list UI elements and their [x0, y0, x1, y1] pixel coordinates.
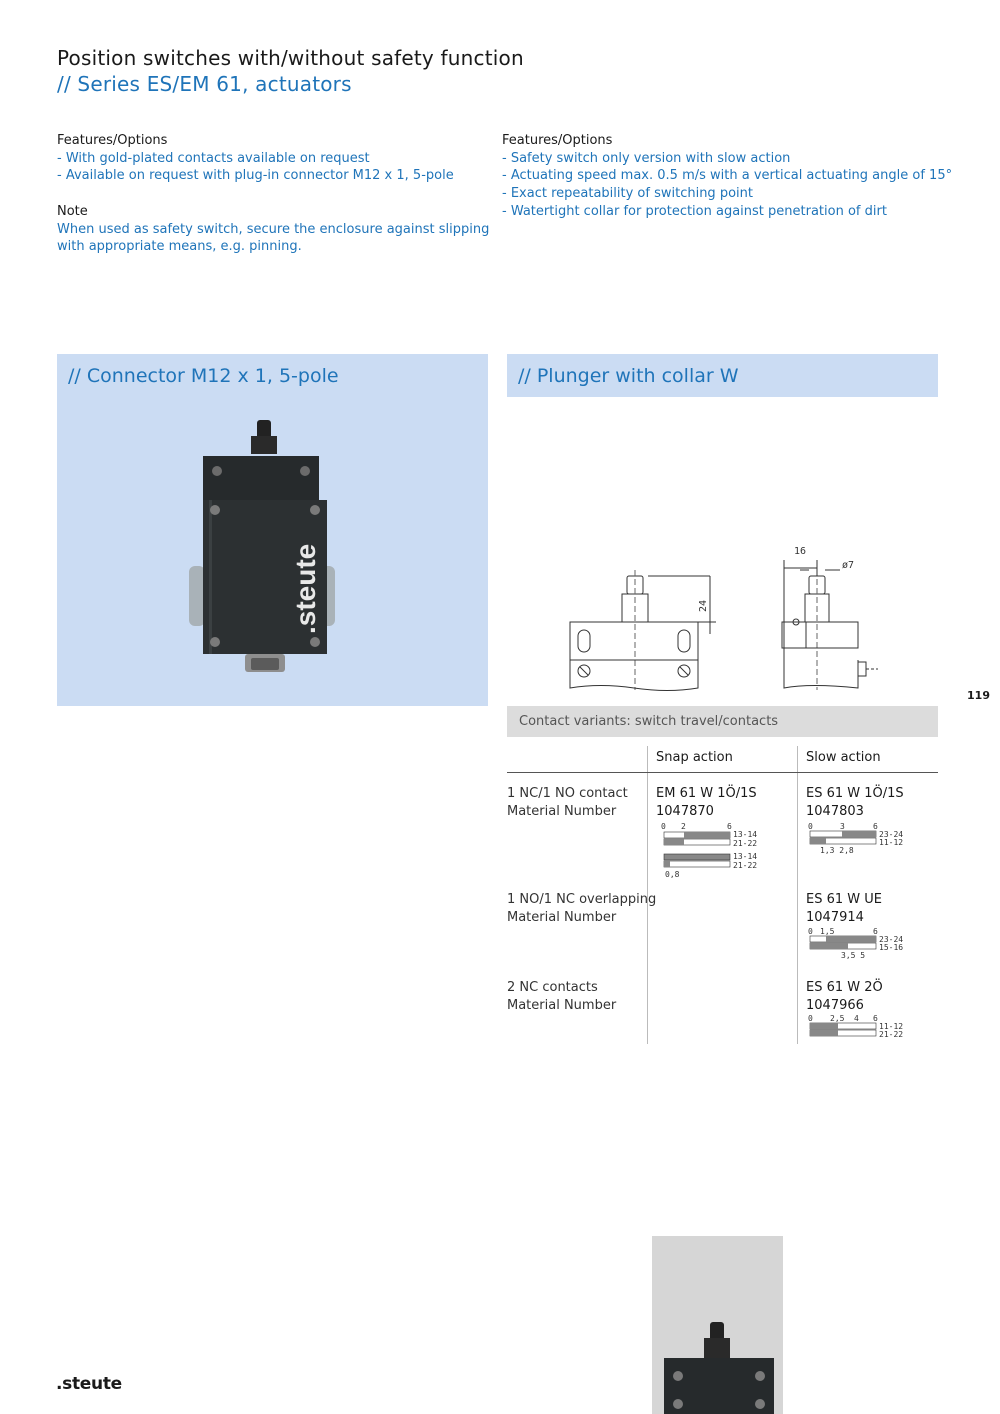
left-features — [57, 132, 489, 256]
material-number: 1047870 — [656, 804, 714, 819]
svg-text:0: 0 — [661, 822, 666, 831]
svg-text:2,5: 2,5 — [830, 1014, 845, 1023]
note-heading: Note — [57, 203, 88, 219]
plunger-panel-header — [507, 354, 938, 397]
row-label: 1 NO/1 NC overlapping — [507, 892, 657, 907]
panel-title-connector: // Connector M12 x 1, 5-pole — [68, 365, 339, 387]
feature-item: - Actuating speed max. 0.5 m/s with a vertical actuating angle of 15° — [502, 168, 953, 184]
col-header-snap: Snap action — [656, 750, 733, 765]
features-heading: Features/Options — [57, 133, 168, 148]
travel-diagram-snap — [656, 820, 776, 880]
travel-diagram-slow — [806, 925, 926, 965]
row-label: 1 NC/1 NO contact — [507, 786, 628, 801]
svg-text:13-14: 13-14 — [733, 852, 758, 861]
svg-text:21-22: 21-22 — [879, 1030, 904, 1039]
contact-variants-bar — [507, 706, 938, 737]
svg-text:6: 6 — [873, 822, 878, 831]
row-sub: Material Number — [507, 804, 617, 819]
dim-diameter: ø7 — [842, 560, 855, 571]
slow-product — [806, 979, 883, 1015]
svg-text:0: 0 — [808, 1014, 813, 1023]
product-photo-thumbnail — [652, 1236, 783, 1414]
row-sub: Material Number — [507, 910, 617, 925]
svg-text:6: 6 — [727, 822, 732, 831]
table-row — [507, 785, 628, 821]
right-features — [502, 132, 952, 221]
page-subtitle: // Series ES/EM 61, actuators — [57, 72, 352, 96]
svg-text:11-12: 11-12 — [879, 838, 904, 847]
contact-variants-title: Contact variants: switch travel/contacts — [519, 714, 779, 729]
table-header-rule — [507, 772, 938, 773]
feature-item: - Available on request with plug-in connector M12 x 1, 5-pole — [57, 168, 454, 184]
technical-drawing — [560, 540, 900, 700]
svg-text:4: 4 — [854, 1014, 859, 1023]
switch-photo — [187, 416, 337, 678]
row-sub: Material Number — [507, 998, 617, 1013]
svg-text:1,3 2,8: 1,3 2,8 — [820, 846, 854, 855]
svg-text:3,5 5: 3,5 5 — [841, 951, 866, 960]
travel-diagram-slow — [806, 820, 926, 860]
product-name: EM 61 W 1Ö/1S — [656, 786, 757, 801]
column-divider — [797, 746, 798, 1044]
svg-text:15-16: 15-16 — [879, 943, 904, 952]
panel-title-plunger: // Plunger with collar W — [518, 365, 739, 387]
material-number: 1047803 — [806, 804, 864, 819]
product-name: ES 61 W UE — [806, 892, 882, 907]
svg-text:2: 2 — [681, 822, 686, 831]
page-title: Position switches with/without safety function — [57, 46, 524, 70]
note-line: When used as safety switch, secure the enclosure against slipping — [57, 221, 490, 237]
dim-height: 24 — [698, 599, 709, 612]
material-number: 1047966 — [806, 998, 864, 1013]
svg-text:0: 0 — [808, 822, 813, 831]
features-heading: Features/Options — [502, 133, 613, 148]
svg-text:3: 3 — [840, 822, 845, 831]
svg-text:13-14: 13-14 — [733, 830, 758, 839]
slow-product — [806, 891, 882, 927]
brand-on-photo: .steute — [290, 543, 321, 634]
svg-text:11-12: 11-12 — [879, 1022, 904, 1031]
table-row — [507, 891, 656, 927]
dim-width: 16 — [794, 546, 807, 557]
feature-item: - With gold-plated contacts available on request — [57, 150, 370, 166]
product-name: ES 61 W 2Ö — [806, 980, 883, 995]
svg-text:0: 0 — [808, 927, 813, 936]
page-number: 119 — [967, 689, 990, 702]
row-label: 2 NC contacts — [507, 980, 598, 995]
svg-text:6: 6 — [873, 927, 878, 936]
note-line: with appropriate means, e.g. pinning. — [57, 239, 302, 255]
svg-text:0,8: 0,8 — [665, 870, 680, 879]
slow-product — [806, 785, 904, 821]
col-header-slow: Slow action — [806, 750, 881, 765]
svg-text:23-24: 23-24 — [879, 935, 904, 944]
feature-item: - Safety switch only version with slow action — [502, 150, 791, 166]
svg-text:21-22: 21-22 — [733, 861, 758, 870]
svg-text:23-24: 23-24 — [879, 830, 904, 839]
snap-product — [656, 785, 757, 821]
material-number: 1047914 — [806, 910, 864, 925]
svg-text:6: 6 — [873, 1014, 878, 1023]
travel-diagram-slow — [806, 1012, 926, 1042]
table-row — [507, 979, 616, 1015]
product-name: ES 61 W 1Ö/1S — [806, 786, 904, 801]
svg-text:21-22: 21-22 — [733, 839, 758, 848]
footer-logo: .steute — [56, 1374, 122, 1394]
svg-text:1,5: 1,5 — [820, 927, 835, 936]
connector-panel — [57, 354, 488, 706]
feature-item: - Watertight collar for protection against penetration of dirt — [502, 203, 887, 219]
feature-item: - Exact repeatability of switching point — [502, 186, 753, 202]
